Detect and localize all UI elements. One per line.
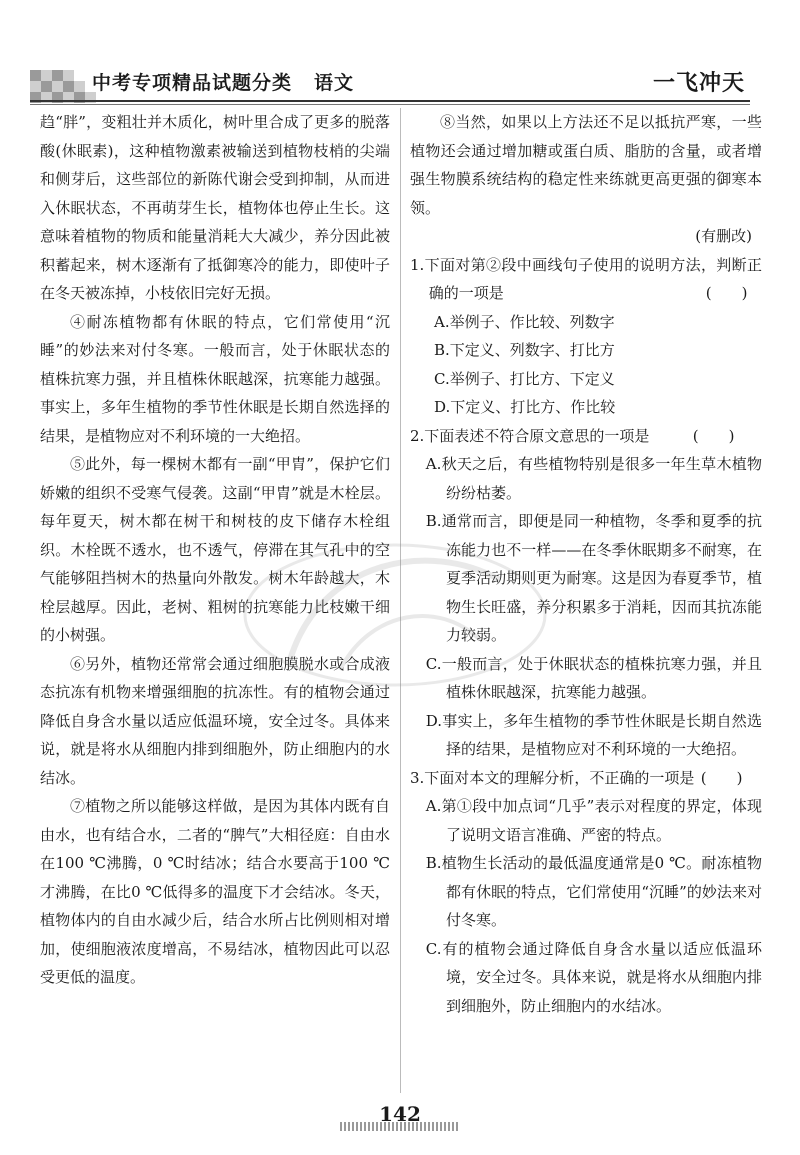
answer-paren: ( ) [705,284,748,302]
page-number: 142 [379,1102,421,1126]
paragraph-4: ④耐冻植物都有休眠的特点，它们常使用“沉睡”的妙法来对付冬寒。一般而言，处于休眠状态的植株抗寒力强，并且植株休眠越深，抗寒能力越强。事实上，多年生植物的季节性休眠是长期自然选择的结果，是植物应对不利环境的一大绝招。 [40,312,390,445]
header-rule [30,100,750,102]
question-1-stem: 1.下面对第②段中画线句子使用的说明方法，判断正确的一项是 [410,255,762,302]
paragraph-7: ⑦植物之所以能够这样做，是因为其体内既有自由水，也有结合水，二者的“脾气”大相径庭：自由水在100 ℃沸腾，0 ℃时结冰；结合水要高于100 ℃才沸腾，在比0 ℃低得多的温度下才会结冰。冬天，植物体内的自由水减少后，结合水所占比例则相对增加，使细胞液浓度增高，不易结冰，植物因此可以忍受更低的温度。 [40,797,390,986]
question-3 [410,764,762,1021]
answer-paren: ( ) [700,768,743,787]
book-title [92,68,354,95]
option-a: A.举例子、作比较、列数字 [434,312,615,331]
option-c: C.有的植物会通过降低自身含水量以适应低温环境，安全过冬。具体来说，就是将水从细胞内排到细胞外，防止细胞内的水结冰。 [425,939,762,1015]
answer-paren: ( ) [692,426,735,445]
option-c: C.一般而言，处于休眠状态的植株抗寒力强，并且植株休眠越深，抗寒能力越强。 [425,654,762,701]
left-column [40,108,390,992]
option-c: C.举例子、打比方、下定义 [434,369,615,388]
paragraph-6: ⑥另外，植物还常常会通过细胞膜脱水或合成液态抗冻有机物来增强细胞的抗冻性。有的植物会通过降低自身含水量以适应低温环境，安全过冬。具体来说，就是将水从细胞内排到细胞外，防止细胞内的水结冰。 [40,654,390,787]
paragraph-3-continued: 趋“胖”，变粗壮并木质化，树叶里合成了更多的脱落酸(休眠素)，这种植物激素被输送到植物枝梢的尖端和侧芽后，这些部位的新陈代谢会受到抑制，从而进入休眠状态，不再萌芽生长，植物体也停止生长。这意味着植物的物质和能量消耗大大减少，养分因此被积蓄起来，树木逐渐有了抵御寒冷的能力，即使叶子在冬天被冻掉，小枝依旧完好无损。 [40,113,390,302]
option-a: A.秋天之后，有些植物特别是很多一年生草木植物纷纷枯萎。 [425,455,762,502]
question-1 [410,251,762,422]
header-decoration [30,70,100,102]
column-divider [400,108,401,1093]
question-2-stem: 2.下面表述不符合原文意思的一项是 [410,426,650,445]
question-3-stem: 3.下面对本文的理解分析，不正确的一项是 [410,768,695,787]
paragraph-5: ⑤此外，每一棵树木都有一副“甲胄”，保护它们娇嫩的组织不受寒气侵袭。这副“甲胄”就是木栓层。每年夏天，树木都在树干和树枝的皮下储存木栓组织。木栓既不透水，也不透气，停滞在其气孔中的空气能够阻挡树木的热量向外散发。树木年龄越大，木栓层越厚。因此，老树、粗树的抗寒能力比枝嫩干细的小树强。 [40,455,390,644]
right-column [410,108,762,1020]
option-d: D.下定义、打比方、作比较 [434,398,616,416]
option-b: B.植物生长活动的最低温度通常是0 ℃。耐冻植物都有休眠的特点，它们常使用“沉睡”的妙法来对付冬寒。 [425,854,762,929]
source-note: (有删改) [695,227,752,245]
option-b: B.下定义、列数字、打比方 [434,341,615,359]
paragraph-8: ⑧当然，如果以上方法还不足以抵抗严寒，一些植物还会通过增加糖或蛋白质、脂肪的含量，或者增强生物膜系统结构的稳定性来练就更高更强的御寒本领。 [410,113,762,217]
option-b: B.通常而言，即便是同一种植物，冬季和夏季的抗冻能力也不一样——在冬季休眠期多不耐寒，在夏季活动期则更为耐寒。这是因为春夏季节，植物生长旺盛，养分积累多于消耗，因而其抗冻能力较弱。 [425,512,762,644]
option-a: A.第①段中加点词“几乎”表示对程度的界定，体现了说明文语言准确、严密的特点。 [425,797,762,844]
header-rule-thin [30,104,750,105]
page-header [0,0,800,110]
option-d: D.事实上，多年生植物的季节性休眠是长期自然选择的结果，是植物应对不利环境的一大绝招。 [425,711,762,758]
page-footer [0,1090,800,1155]
brand-logo-text: 一飞冲天 [652,71,745,96]
book-title-text: 中考专项精品试题分类 [92,72,293,94]
question-2 [410,422,762,764]
subject-label: 语文 [314,72,355,94]
